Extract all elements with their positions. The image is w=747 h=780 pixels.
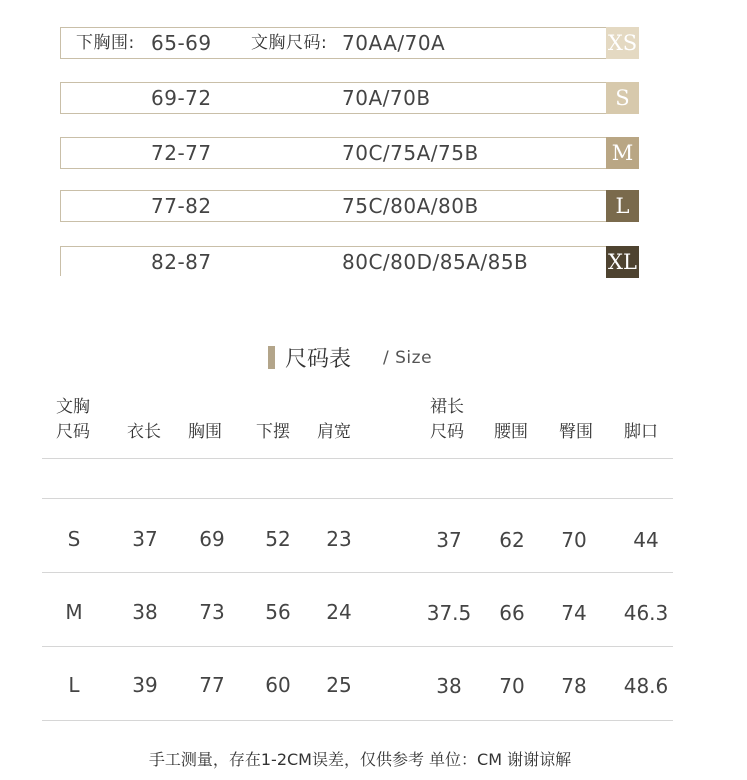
cell-bust: 77: [199, 673, 225, 697]
cell-skirt: 37.5: [426, 601, 472, 625]
cell-waist: 62: [499, 528, 525, 552]
cell-waist: 70: [499, 674, 525, 698]
size-badge: XS: [606, 27, 639, 59]
cup-value: 75C/80A/80B: [342, 194, 479, 218]
cell-size: L: [68, 673, 80, 697]
header-hem: 下摆: [256, 422, 290, 442]
underbust-label: 下胸围:: [76, 33, 135, 53]
table-divider: [42, 646, 673, 647]
cell-bust: 73: [199, 600, 225, 624]
cell-shoulder: 23: [326, 527, 352, 551]
table-divider: [42, 498, 673, 499]
size-badge: L: [606, 190, 639, 222]
header-skirt-size: [430, 395, 464, 445]
cell-waist: 66: [499, 601, 525, 625]
cell-hem: 60: [265, 673, 291, 697]
header-hip: 臀围: [559, 422, 593, 442]
cell-hem: 52: [265, 527, 291, 551]
header-bra-size-line1: 文胸: [56, 397, 90, 417]
cell-size: S: [67, 527, 81, 551]
size-badge: M: [606, 137, 639, 169]
table-divider: [42, 572, 673, 573]
cup-value: 70C/75A/75B: [342, 141, 479, 165]
header-shoulder: 肩宽: [317, 422, 351, 442]
underbust-value: 65-69: [151, 31, 212, 55]
cell-hip: 78: [561, 674, 587, 698]
cup-value: 70A/70B: [342, 86, 431, 110]
cell-shoulder: 24: [326, 600, 352, 624]
table-title: 尺码表: [285, 347, 352, 372]
cell-leg: 44: [633, 528, 659, 552]
underbust-value: 77-82: [151, 194, 212, 218]
size-row-xs: [60, 27, 639, 59]
header-skirt-size-line1: 裙长: [430, 397, 464, 417]
cell-leg: 48.6: [623, 674, 669, 698]
cell-length: 38: [132, 600, 158, 624]
cell-length: 37: [132, 527, 158, 551]
size-row-l: [60, 190, 639, 222]
cell-leg: 46.3: [623, 601, 669, 625]
size-badge: XL: [606, 246, 639, 278]
cell-length: 39: [132, 673, 158, 697]
header-leg-opening: 脚口: [624, 422, 658, 442]
table-title-en: / Size: [383, 348, 433, 368]
header-length: 衣长: [127, 422, 161, 442]
underbust-value: 72-77: [151, 141, 212, 165]
size-row-s: [60, 82, 639, 114]
cup-value: 70AA/70A: [342, 31, 446, 55]
footer-note: 手工测量，存在1-2CM误差，仅供参考 单位：CM 谢谢谅解: [148, 750, 572, 769]
cell-hip: 70: [561, 528, 587, 552]
cell-skirt: 37: [436, 528, 462, 552]
title-accent-bar: [268, 346, 275, 369]
size-row-xl: [60, 246, 639, 276]
header-bust: 胸围: [188, 422, 222, 442]
header-skirt-size-line2: 尺码: [430, 422, 464, 442]
underbust-value: 69-72: [151, 86, 212, 110]
cell-hip: 74: [561, 601, 587, 625]
size-badge: S: [606, 82, 639, 114]
cell-hem: 56: [265, 600, 291, 624]
cell-bust: 69: [199, 527, 225, 551]
table-divider: [42, 720, 673, 721]
cup-value: 80C/80D/85A/85B: [342, 250, 529, 274]
cell-size: M: [65, 600, 83, 624]
table-divider: [42, 458, 673, 459]
cell-shoulder: 25: [326, 673, 352, 697]
size-row-m: [60, 137, 639, 169]
header-bra-size-line2: 尺码: [56, 422, 90, 442]
header-waist: 腰围: [494, 422, 528, 442]
underbust-value: 82-87: [151, 250, 212, 274]
cup-label: 文胸尺码:: [251, 33, 328, 53]
header-bra-size: [56, 395, 90, 445]
cell-skirt: 38: [436, 674, 462, 698]
